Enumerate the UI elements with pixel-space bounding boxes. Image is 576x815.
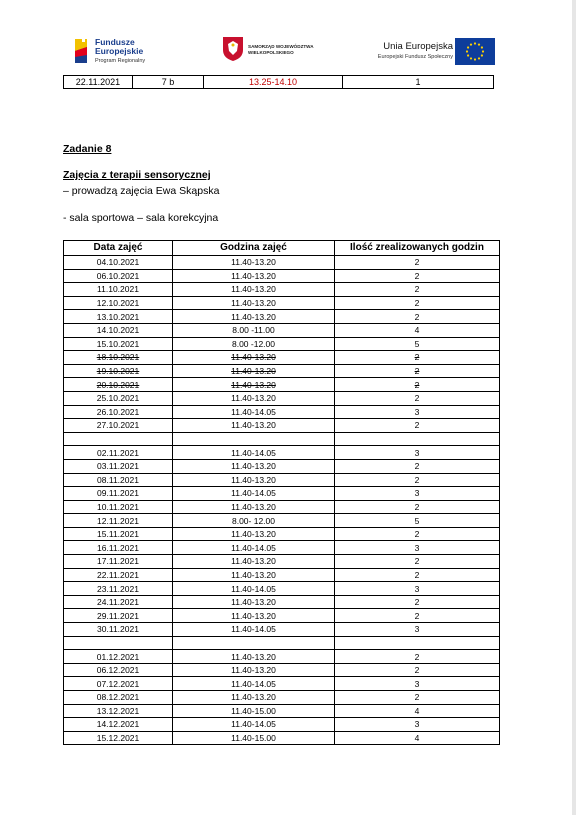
cell-date: 04.10.2021: [64, 256, 173, 270]
table-row: [64, 487, 500, 501]
table-row: [64, 76, 494, 89]
cell-date: 15.11.2021: [64, 527, 173, 541]
table-row: [64, 283, 500, 297]
cell-time: 11.40-15.00: [173, 704, 335, 718]
header-time: Godzina zajęć: [173, 241, 335, 256]
cell-date: 15.10.2021: [64, 337, 173, 351]
table-row: [64, 663, 500, 677]
ue-line1: Unia Europejska: [383, 41, 453, 52]
cell-time: 11.40-13.20: [173, 283, 335, 297]
cell-hours: 5: [335, 514, 500, 528]
table-row: [64, 364, 500, 378]
table-row: [64, 677, 500, 691]
top-class: 7 b: [133, 76, 204, 89]
cell-time: 11.40-13.20: [173, 691, 335, 705]
cell-hours: 3: [335, 446, 500, 460]
cell-date: 16.11.2021: [64, 541, 173, 555]
cell-hours: 3: [335, 718, 500, 732]
cell-time: 11.40-14.05: [173, 541, 335, 555]
cell-time: 11.40-13.20: [173, 568, 335, 582]
cell-date: 02.11.2021: [64, 446, 173, 460]
cell-date: 07.12.2021: [64, 677, 173, 691]
table-row: [64, 623, 500, 637]
cell-date: 18.10.2021: [64, 351, 173, 365]
cell-hours: 2: [335, 419, 500, 433]
cell-date: 29.11.2021: [64, 609, 173, 623]
task-heading: Zadanie 8: [63, 143, 112, 155]
table-row: [64, 527, 500, 541]
cell-hours: 2: [335, 555, 500, 569]
cell-hours: 2: [335, 378, 500, 392]
table-row: [64, 459, 500, 473]
cell-time: [173, 636, 335, 650]
cell-time: 8.00- 12.00: [173, 514, 335, 528]
cell-time: 11.40-13.20: [173, 473, 335, 487]
cell-date: 27.10.2021: [64, 419, 173, 433]
cell-hours: [335, 432, 500, 446]
table-row: [64, 691, 500, 705]
cell-time: 8.00 -11.00: [173, 323, 335, 337]
wielkopolska-logo: [222, 36, 332, 68]
cell-time: 11.40-14.05: [173, 405, 335, 419]
table-row: [64, 636, 500, 650]
cell-time: 11.40-13.20: [173, 296, 335, 310]
table-row: [64, 582, 500, 596]
cell-hours: 2: [335, 459, 500, 473]
cell-hours: 2: [335, 609, 500, 623]
cell-date: 12.11.2021: [64, 514, 173, 528]
cell-date: 12.10.2021: [64, 296, 173, 310]
cell-time: 11.40-13.20: [173, 391, 335, 405]
top-row-table: [63, 75, 494, 89]
cell-time: 11.40-13.20: [173, 527, 335, 541]
cell-date: 19.10.2021: [64, 364, 173, 378]
cell-time: 11.40-13.20: [173, 256, 335, 270]
cell-date: 22.11.2021: [64, 568, 173, 582]
table-row: [64, 541, 500, 555]
cell-hours: 4: [335, 704, 500, 718]
table-row: [64, 351, 500, 365]
cell-date: 25.10.2021: [64, 391, 173, 405]
cell-time: 11.40-13.20: [173, 663, 335, 677]
cell-date: 24.11.2021: [64, 595, 173, 609]
cell-date: 09.11.2021: [64, 487, 173, 501]
cell-hours: 2: [335, 310, 500, 324]
table-row: [64, 731, 500, 745]
table-row: [64, 310, 500, 324]
cell-hours: 2: [335, 391, 500, 405]
wlkp-line2: WIELKOPOLSKIEGO: [248, 50, 294, 55]
cell-date: 26.10.2021: [64, 405, 173, 419]
fe-logo-icon: [73, 37, 91, 65]
cell-time: 11.40-13.20: [173, 378, 335, 392]
cell-hours: 3: [335, 541, 500, 555]
cell-hours: 2: [335, 256, 500, 270]
cell-date: 08.11.2021: [64, 473, 173, 487]
top-time: 13.25-14.10: [204, 76, 343, 89]
cell-time: 11.40-14.05: [173, 623, 335, 637]
cell-hours: 2: [335, 351, 500, 365]
cell-time: 11.40-14.05: [173, 487, 335, 501]
cell-time: 11.40-14.05: [173, 677, 335, 691]
cell-time: 11.40-13.20: [173, 650, 335, 664]
cell-hours: 2: [335, 283, 500, 297]
cell-time: 11.40-14.05: [173, 718, 335, 732]
fe-line3: Program Regionalny: [95, 58, 146, 64]
cell-hours: 2: [335, 296, 500, 310]
table-row: [64, 378, 500, 392]
cell-hours: 2: [335, 691, 500, 705]
table-row: [64, 419, 500, 433]
fe-line1: Fundusze: [95, 37, 135, 47]
cell-hours: 4: [335, 731, 500, 745]
cell-hours: 2: [335, 663, 500, 677]
cell-hours: 2: [335, 473, 500, 487]
table-row: [64, 718, 500, 732]
cell-date: 23.11.2021: [64, 582, 173, 596]
cell-time: 8.00 -12.00: [173, 337, 335, 351]
cell-time: 11.40-14.05: [173, 582, 335, 596]
eagle-crest-icon: [222, 36, 244, 62]
top-date: 22.11.2021: [64, 76, 133, 89]
schedule-table: [63, 240, 500, 745]
cell-date: 15.12.2021: [64, 731, 173, 745]
cell-time: 11.40-13.20: [173, 595, 335, 609]
cell-date: 06.12.2021: [64, 663, 173, 677]
cell-hours: 3: [335, 623, 500, 637]
cell-date: 13.10.2021: [64, 310, 173, 324]
top-hours: 1: [343, 76, 494, 89]
cell-hours: 3: [335, 582, 500, 596]
header-date: Data zajęć: [64, 241, 173, 256]
cell-time: 11.40-13.20: [173, 555, 335, 569]
table-row: [64, 595, 500, 609]
cell-date: 13.12.2021: [64, 704, 173, 718]
table-row: [64, 256, 500, 270]
cell-time: 11.40-13.20: [173, 459, 335, 473]
cell-hours: 3: [335, 405, 500, 419]
table-row: [64, 704, 500, 718]
cell-date: 10.11.2021: [64, 500, 173, 514]
table-row: [64, 650, 500, 664]
cell-hours: [335, 636, 500, 650]
cell-hours: 4: [335, 323, 500, 337]
cell-date: 14.12.2021: [64, 718, 173, 732]
cell-time: [173, 432, 335, 446]
page-edge: [572, 0, 576, 815]
cell-time: 11.40-14.05: [173, 446, 335, 460]
table-row: [64, 405, 500, 419]
cell-hours: 3: [335, 677, 500, 691]
fundusze-europejskie-logo: [73, 34, 173, 68]
table-row: [64, 473, 500, 487]
table-row: [64, 500, 500, 514]
table-row: [64, 514, 500, 528]
cell-date: [64, 432, 173, 446]
header-hours: Ilość zrealizowanych godzin: [335, 241, 500, 256]
cell-date: 11.10.2021: [64, 283, 173, 297]
table-row: [64, 432, 500, 446]
table-row: [64, 337, 500, 351]
cell-hours: 5: [335, 337, 500, 351]
table-row: [64, 269, 500, 283]
cell-hours: 2: [335, 650, 500, 664]
cell-time: 11.40-13.20: [173, 310, 335, 324]
table-row: [64, 568, 500, 582]
table-row: [64, 323, 500, 337]
cell-date: 14.10.2021: [64, 323, 173, 337]
cell-date: 17.11.2021: [64, 555, 173, 569]
cell-time: 11.40-13.20: [173, 500, 335, 514]
cell-time: 11.40-13.20: [173, 609, 335, 623]
cell-hours: 2: [335, 527, 500, 541]
cell-time: 11.40-13.20: [173, 364, 335, 378]
cell-date: 03.11.2021: [64, 459, 173, 473]
instructor-line: – prowadzą zajęcia Ewa Skąpska: [63, 185, 220, 197]
ue-line2: Europejski Fundusz Społeczny: [377, 54, 453, 60]
wlkp-line1: SAMORZĄD WOJEWÓDZTWA: [248, 44, 314, 49]
cell-date: 20.10.2021: [64, 378, 173, 392]
cell-hours: 2: [335, 364, 500, 378]
cell-date: 30.11.2021: [64, 623, 173, 637]
section-title: Zajęcia z terapii sensorycznej: [63, 169, 211, 181]
table-header-row: [64, 241, 500, 256]
fe-line2: Europejskie: [95, 46, 144, 56]
cell-time: 11.40-13.20: [173, 269, 335, 283]
cell-time: 11.40-15.00: [173, 731, 335, 745]
cell-time: 11.40-13.20: [173, 419, 335, 433]
cell-hours: 2: [335, 568, 500, 582]
cell-date: 06.10.2021: [64, 269, 173, 283]
table-row: [64, 296, 500, 310]
cell-hours: 3: [335, 487, 500, 501]
cell-time: 11.40-13.20: [173, 351, 335, 365]
cell-date: [64, 636, 173, 650]
cell-date: 01.12.2021: [64, 650, 173, 664]
cell-hours: 2: [335, 269, 500, 283]
page-header: [0, 34, 576, 70]
table-row: [64, 391, 500, 405]
unia-europejska-logo: [360, 38, 495, 68]
table-row: [64, 555, 500, 569]
cell-date: 08.12.2021: [64, 691, 173, 705]
cell-hours: 2: [335, 500, 500, 514]
table-row: [64, 446, 500, 460]
cell-hours: 2: [335, 595, 500, 609]
table-row: [64, 609, 500, 623]
eu-flag-icon: [455, 38, 495, 65]
room-line: - sala sportowa – sala korekcyjna: [63, 212, 219, 224]
